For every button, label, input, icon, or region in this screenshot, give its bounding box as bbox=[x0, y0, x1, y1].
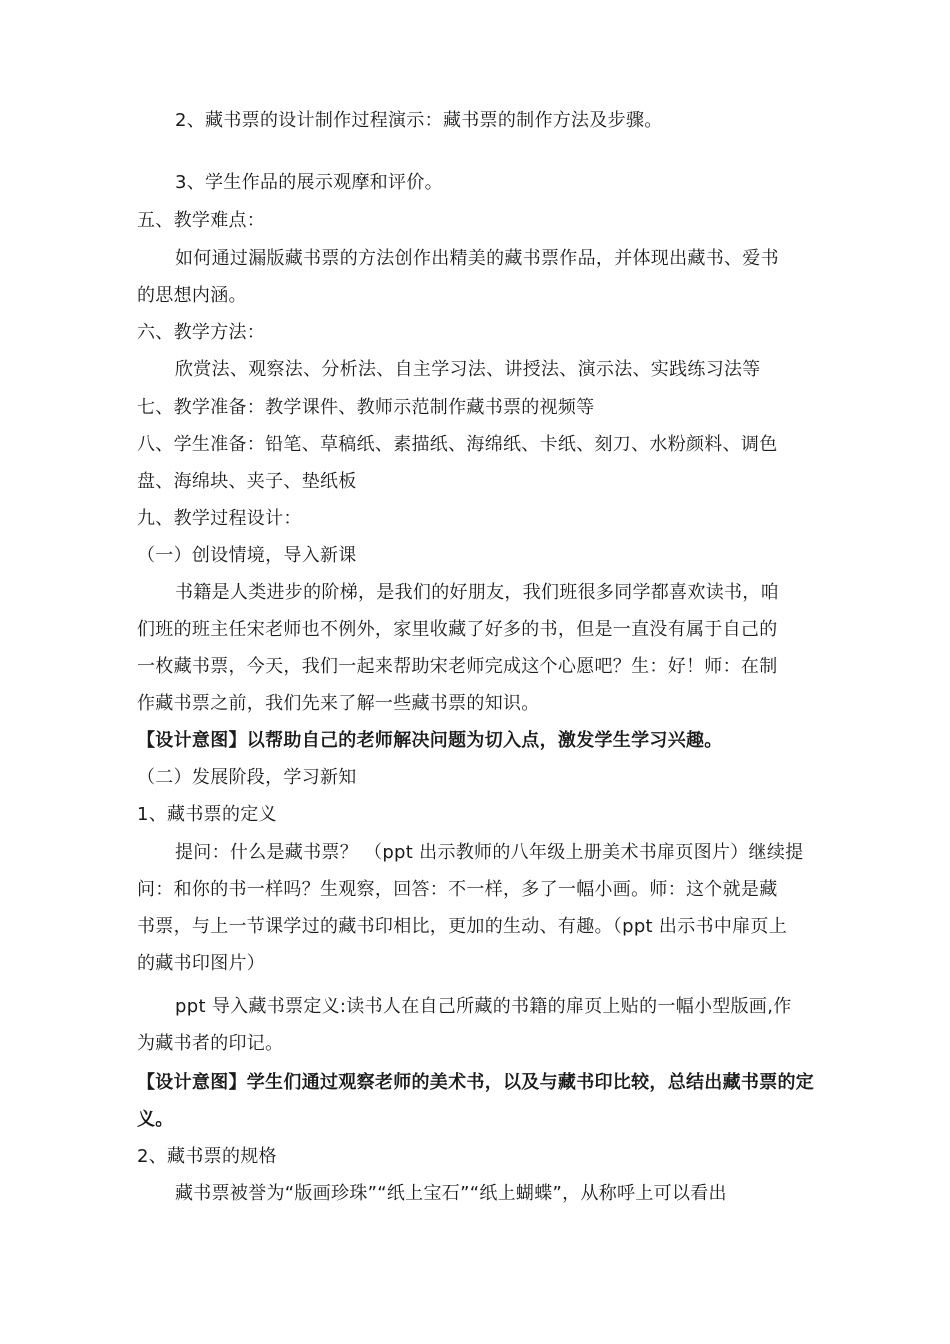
text-line: 盘、海绵块、夹子、垫纸板 bbox=[137, 471, 357, 492]
section-heading: 九、教学过程设计： bbox=[137, 508, 302, 529]
text-line: 一枚藏书票，今天，我们一起来帮助宋老师完成这个心愿吧？生：好！师：在制 bbox=[137, 656, 778, 677]
text-line: 为藏书者的印记。 bbox=[137, 1033, 284, 1054]
section-heading: 八、学生准备：铅笔、草稿纸、素描纸、海绵纸、卡纸、刻刀、水粉颜料、调色 bbox=[137, 434, 778, 455]
design-intent: 【设计意图】以帮助自己的老师解决问题为切入点，激发学生学习兴趣。 bbox=[137, 730, 723, 751]
text-line: 提问：什么是藏书票？ （ppt 出示教师的八年级上册美术书扉页图片）继续提 bbox=[175, 842, 804, 863]
text-line: 藏书票被誉为“版画珍珠”“纸上宝石”“纸上蝴蝶”，从称呼上可以看出 bbox=[175, 1183, 727, 1204]
text-line: 们班的班主任宋老师也不例外，家里收藏了好多的书，但是一直没有属于自己的 bbox=[137, 619, 778, 640]
text-line: 作藏书票之前，我们先来了解一些藏书票的知识。 bbox=[137, 693, 540, 714]
design-intent: 义。 bbox=[137, 1109, 174, 1130]
text-line: 3、学生作品的展示观摩和评价。 bbox=[175, 172, 443, 193]
text-line: 的藏书印图片） bbox=[137, 953, 266, 974]
section-heading: 六、教学方法： bbox=[137, 322, 266, 343]
subsection-heading: （一）创设情境，导入新课 bbox=[137, 545, 357, 566]
item-heading: 1、藏书票的定义 bbox=[137, 804, 277, 825]
text-line: 书票，与上一节课学过的藏书印相比，更加的生动、有趣。（ppt 出示书中扉页上 bbox=[137, 916, 788, 937]
design-intent: 【设计意图】学生们通过观察老师的美术书，以及与藏书印比较，总结出藏书票的定 bbox=[137, 1072, 815, 1093]
text-line: 的思想内涵。 bbox=[137, 285, 247, 306]
subsection-heading: （二）发展阶段，学习新知 bbox=[137, 767, 357, 788]
text-line: 欣赏法、观察法、分析法、自主学习法、讲授法、演示法、实践练习法等 bbox=[175, 359, 761, 380]
section-heading: 五、教学难点： bbox=[137, 210, 266, 231]
section-heading: 七、教学准备：教学课件、教师示范制作藏书票的视频等 bbox=[137, 397, 595, 418]
text-line: 书籍是人类进步的阶梯，是我们的好朋友，我们班很多同学都喜欢读书，咱 bbox=[175, 582, 779, 603]
text-line: ppt 导入藏书票定义:读书人在自己所藏的书籍的扉页上贴的一幅小型版画,作 bbox=[175, 996, 792, 1017]
text-line: 2、藏书票的设计制作过程演示：藏书票的制作方法及步骤。 bbox=[175, 110, 663, 131]
text-line: 如何通过漏版藏书票的方法创作出精美的藏书票作品，并体现出藏书、爱书 bbox=[175, 248, 779, 269]
item-heading: 2、藏书票的规格 bbox=[137, 1146, 277, 1167]
text-line: 问：和你的书一样吗？生观察，回答：不一样，多了一幅小画。师：这个就是藏 bbox=[137, 879, 778, 900]
